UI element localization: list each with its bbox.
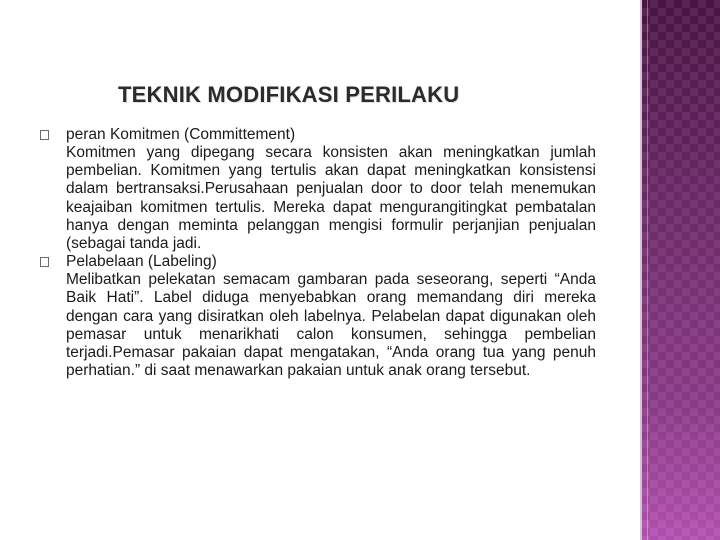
slide-content (40, 126, 596, 380)
bullet-body: Melibatkan pelekatan semacam gambaran pada seseorang, seperti “Anda Baik Hati”. Label diduga menyebabkan orang memandang diri mereka dengan cara yang disiratkan oleh labelnya. Pelabelan dapat digunakan oleh pemasar untuk menarikhati calon konsumen, sehingga pembelian terjadi.Pemasar pakaian dapat mengatakan, “Anda orang tua yang penuh perhatian.” di saat menawarkan pakaian untuk anak orang tersebut. (66, 271, 596, 380)
square-bullet-icon (40, 257, 49, 267)
slide-title: TEKNIK MODIFIKASI PERILAKU (118, 82, 460, 107)
bullet-body: Komitmen yang dipegang secara konsisten akan meningkatkan jumlah pembelian. Komitmen yang tertulis akan dapat meningkatkan konsistensi dalam bertransaksi.Perusahaan penjualan door to door telah menemukan keajaiban komitmen tertulis. Mereka dapat mengurangitingkat pembatalan hanya dengan meminta pelanggan mengisi formulir perjanjian penjualan (sebagai tanda jadi. (66, 144, 596, 253)
bullet-item-labeling (40, 253, 596, 380)
side-band-inner-line (647, 0, 648, 540)
bullet-item-commitment (40, 126, 596, 253)
bullet-heading: Pelabelaan (Labeling) (66, 253, 217, 271)
bullet-heading: peran Komitmen (Committement) (66, 126, 296, 143)
decorative-side-band (642, 0, 720, 540)
square-bullet-icon (40, 130, 49, 140)
